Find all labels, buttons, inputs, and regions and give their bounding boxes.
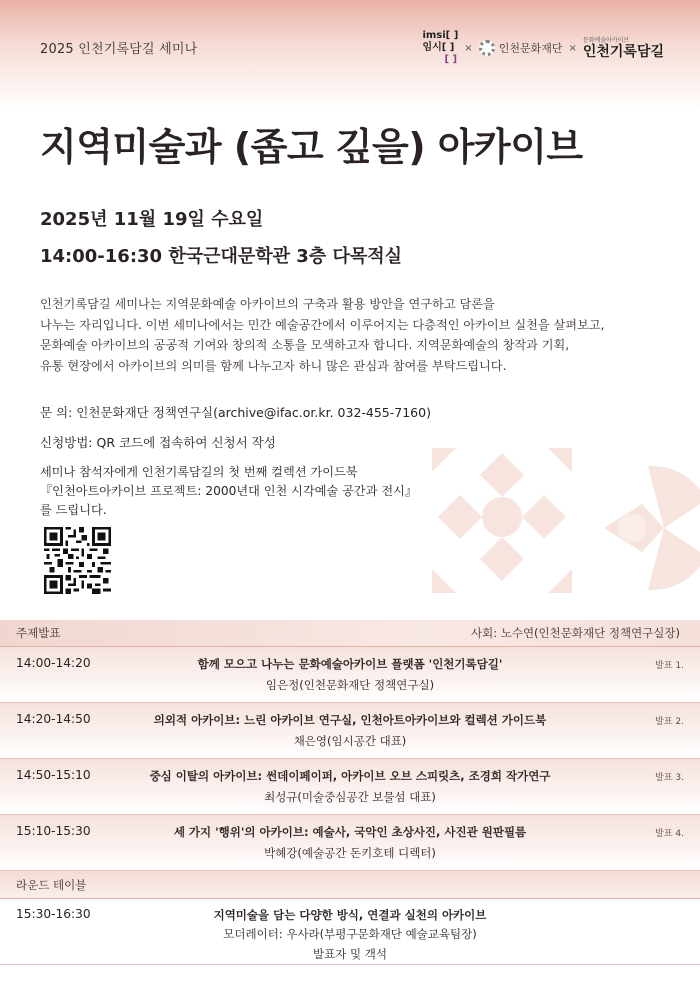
roundtable-moderator: 모더레이터: 우사라(부평구문화재단 예술교육팀장)	[223, 927, 477, 941]
roundtable-topic: 지역미술을 담는 다양한 방식, 연결과 실천의 아카이브	[213, 908, 487, 922]
apply-method: 신청방법: QR 코드에 접속하여 신청서 작성	[40, 435, 276, 450]
program-row	[0, 815, 700, 871]
ifac-emblem-icon	[479, 40, 495, 56]
program-table	[0, 620, 700, 965]
intro-line: 나누는 자리입니다. 이번 세미나에서는 민간 예술공간에서 이루어지는 다층적인 아카이브 실천을 살펴보고,	[40, 317, 605, 332]
session-speaker: 박혜강(예술공간 돈키호테 디렉터)	[264, 846, 436, 860]
roundtable-participants: 발표자 및 객석	[313, 947, 387, 961]
logo-separator-2: ×	[568, 42, 577, 54]
intro-paragraph	[40, 294, 660, 376]
brand-logo-text: 인천기록담길	[582, 43, 664, 60]
session-number: 발표 3.	[655, 773, 684, 783]
brand-logo-subtitle: 문화예술아카이브	[582, 36, 630, 44]
event-venue: 14:00-16:30 한국근대문학관 3층 다목적실	[40, 246, 403, 267]
program-row	[0, 647, 700, 703]
logo-separator: ×	[464, 42, 473, 54]
session-number: 발표 4.	[655, 829, 684, 839]
gift-line: 를 드립니다.	[40, 503, 107, 517]
roundtable-time: 15:30-16:30	[16, 907, 91, 921]
ifac-logo-text: 인천문화재단	[498, 42, 563, 55]
roundtable-label: 라운드 테이블	[16, 877, 87, 892]
ifac-logo	[479, 40, 563, 56]
session-topic: 의외적 아카이브: 느린 아카이브 연구실, 인천아트아카이브와 컬렉션 가이드북	[153, 713, 547, 727]
program-row	[0, 703, 700, 759]
roundtable-header	[0, 871, 700, 899]
intro-line: 유통 현장에서 아카이브의 의미를 함께 나누고자 하니 많은 관심과 참여를 부탁드립니다.	[40, 358, 507, 373]
event-date: 2025년 11월 19일 수요일	[40, 209, 264, 230]
program-section-header	[0, 620, 700, 647]
intro-line: 인천기록담길 세미나는 지역문화예술 아카이브의 구축과 활용 방안을 연구하고 담론을	[40, 297, 495, 311]
page-title: 지역미술과 (좁고 깊을) 아카이브	[40, 125, 583, 169]
session-time: 14:20-14:50	[16, 712, 91, 726]
gift-notice	[40, 463, 417, 520]
logo-bar	[422, 30, 664, 66]
session-time: 14:00-14:20	[16, 656, 91, 670]
moderator-label: 사회: 노수연(인천문화재단 정책연구실장)	[470, 626, 680, 640]
session-time: 14:50-15:10	[16, 768, 91, 782]
gift-line: 『인천아트아카이브 프로젝트: 2000년대 인천 시각예술 공간과 전시』	[40, 484, 418, 498]
session-topic: 세 가지 '행위'의 아카이브: 예술사, 국악인 초상사진, 사진관 원판필름	[173, 825, 527, 839]
session-number: 발표 1.	[655, 661, 684, 671]
series-label: 2025 인천기록담길 세미나	[40, 42, 198, 57]
imsi-logo	[422, 30, 458, 66]
session-speaker: 채은영(임시공간 대표)	[293, 734, 407, 748]
session-topic: 함께 모으고 나누는 문화예술아카이브 플랫폼 '인천기록담길'	[197, 657, 503, 671]
gift-line: 세미나 참석자에게 인천기록담길의 첫 번째 컬렉션 가이드북	[40, 465, 358, 479]
session-speaker: 최성규(미술중심공간 보물섬 대표)	[264, 790, 436, 804]
session-number: 발표 2.	[655, 717, 684, 727]
roundtable-row	[0, 899, 700, 965]
imsi-logo-line3: [ ]	[444, 54, 458, 65]
intro-line: 문화예술 아카이브의 공공적 기여와 창의적 소통을 모색하고자 합니다. 지역문화예술의 창작과 기획,	[40, 338, 570, 352]
imsi-logo-line2: 임시[ ]	[422, 42, 455, 53]
brand-logo	[583, 37, 664, 60]
program-row	[0, 759, 700, 815]
imsi-logo-line1: imsi[ ]	[422, 30, 459, 41]
session-topic: 중심 이탈의 아카이브: 썬데이페이퍼, 아카이브 오브 스피릿츠, 조경희 작가연구	[149, 769, 551, 783]
qr-code-icon[interactable]	[44, 527, 111, 594]
section-label: 주제발표	[16, 626, 61, 640]
session-time: 15:10-15:30	[16, 824, 91, 838]
decorative-pattern	[432, 448, 700, 598]
contact-info: 문 의: 인천문화재단 정책연구실(archive@ifac.or.kr. 032-455-7160)	[40, 405, 431, 420]
session-speaker: 임은정(인천문화재단 정책연구실)	[265, 678, 435, 692]
